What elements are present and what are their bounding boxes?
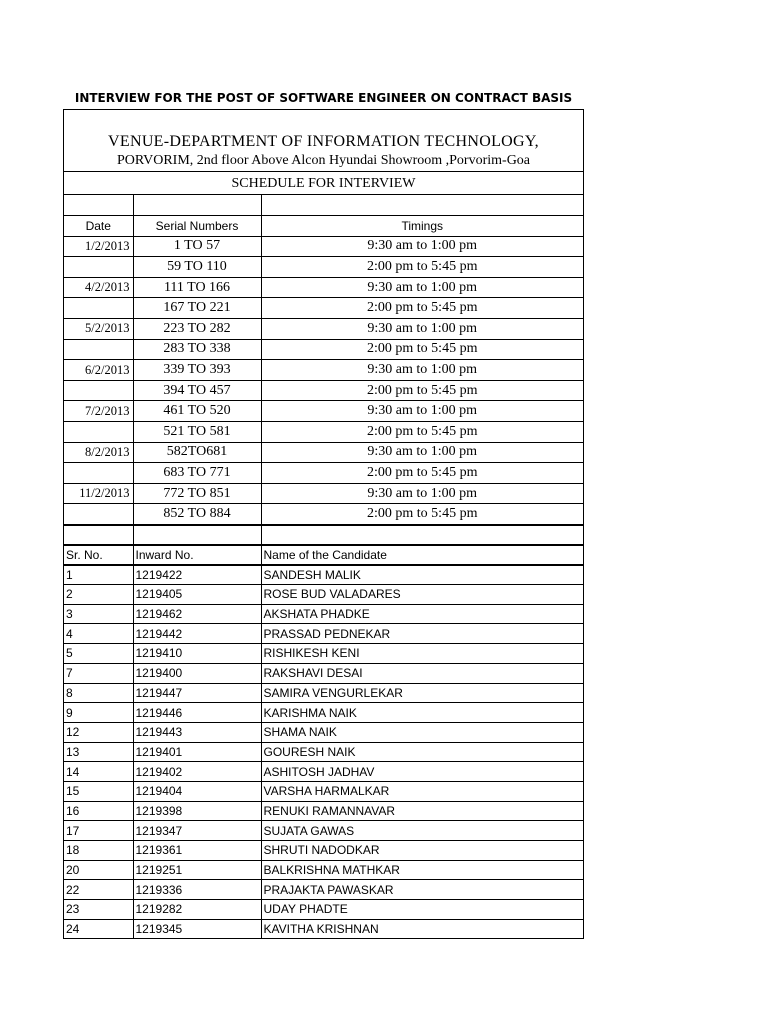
schedule-date (64, 504, 133, 525)
schedule-timing: 9:30 am to 1:00 pm (261, 236, 583, 257)
schedule-serial-range: 111 TO 166 (133, 277, 261, 298)
schedule-row (64, 339, 583, 360)
schedule-title: SCHEDULE FOR INTERVIEW (64, 172, 583, 195)
spacer-cell (133, 526, 261, 546)
candidate-inward-no: 1219446 (133, 703, 261, 723)
candidate-row (64, 880, 583, 900)
schedule-serial-range: 461 TO 520 (133, 401, 261, 422)
candidate-name: ASHITOSH JADHAV (261, 762, 583, 782)
candidate-sr-no: 18 (64, 841, 133, 861)
spacer-cell (64, 195, 133, 216)
candidate-name: SANDESH MALIK (261, 565, 583, 585)
schedule-row (64, 319, 583, 340)
schedule-timing: 2:00 pm to 5:45 pm (261, 504, 583, 525)
candidate-row (64, 624, 583, 644)
schedule-row (64, 401, 583, 422)
schedule-row (64, 360, 583, 381)
schedule-serial-range: 852 TO 884 (133, 504, 261, 525)
candidate-sr-no: 8 (64, 683, 133, 703)
candidate-row (64, 762, 583, 782)
timings-header: Timings (261, 216, 583, 237)
candidate-sr-no: 15 (64, 781, 133, 801)
candidate-sr-no: 1 (64, 565, 133, 585)
candidate-name: RAKSHAVI DESAI (261, 663, 583, 683)
schedule-row (64, 504, 583, 525)
candidate-name: SAMIRA VENGURLEKAR (261, 683, 583, 703)
schedule-serial-range: 394 TO 457 (133, 380, 261, 401)
candidate-row (64, 683, 583, 703)
candidate-sr-no: 5 (64, 644, 133, 664)
inward-no-header: Inward No. (133, 545, 261, 565)
schedule-serial-range: 772 TO 851 (133, 483, 261, 504)
schedule-serial-range: 683 TO 771 (133, 463, 261, 484)
candidate-inward-no: 1219443 (133, 722, 261, 742)
schedule-timing: 2:00 pm to 5:45 pm (261, 257, 583, 278)
schedule-date: 6/2/2013 (64, 360, 133, 381)
candidate-inward-no: 1219442 (133, 624, 261, 644)
candidate-name: BALKRISHNA MATHKAR (261, 860, 583, 880)
schedule-row (64, 277, 583, 298)
schedule-timing: 2:00 pm to 5:45 pm (261, 422, 583, 443)
venue-block (64, 110, 583, 172)
candidate-name: RISHIKESH KENI (261, 644, 583, 664)
candidate-row (64, 604, 583, 624)
candidate-inward-no: 1219404 (133, 781, 261, 801)
venue-line-2: PORVORIM, 2nd floor Above Alcon Hyundai Showroom ,Porvorim-Goa (116, 153, 531, 168)
candidate-name: KAVITHA KRISHNAN (261, 919, 583, 939)
candidate-sr-no: 12 (64, 722, 133, 742)
candidate-sr-no: 14 (64, 762, 133, 782)
schedule-row (64, 298, 583, 319)
schedule-date (64, 298, 133, 319)
candidate-name: VARSHA HARMALKAR (261, 781, 583, 801)
schedule-date (64, 422, 133, 443)
candidate-sr-no: 16 (64, 801, 133, 821)
candidate-sr-no: 23 (64, 900, 133, 920)
candidate-row (64, 663, 583, 683)
candidate-inward-no: 1219282 (133, 900, 261, 920)
candidate-row (64, 919, 583, 939)
schedule-timing: 9:30 am to 1:00 pm (261, 483, 583, 504)
candidate-inward-no: 1219398 (133, 801, 261, 821)
candidate-row (64, 722, 583, 742)
candidate-name: ROSE BUD VALADARES (261, 585, 583, 605)
candidate-inward-no: 1219402 (133, 762, 261, 782)
venue-line-1: VENUE-DEPARTMENT OF INFORMATION TECHNOLOGY, (108, 133, 539, 150)
candidate-name: SUJATA GAWAS (261, 821, 583, 841)
candidate-sr-no: 2 (64, 585, 133, 605)
candidate-sr-no: 7 (64, 663, 133, 683)
schedule-date: 11/2/2013 (64, 483, 133, 504)
candidate-name: GOURESH NAIK (261, 742, 583, 762)
schedule-row (64, 442, 583, 463)
candidate-name: RENUKI RAMANNAVAR (261, 801, 583, 821)
schedule-timing: 2:00 pm to 5:45 pm (261, 463, 583, 484)
candidate-row (64, 801, 583, 821)
schedule-row (64, 422, 583, 443)
schedule-date: 5/2/2013 (64, 319, 133, 340)
candidate-sr-no: 17 (64, 821, 133, 841)
schedule-row (64, 257, 583, 278)
candidate-name: SHRUTI NADODKAR (261, 841, 583, 861)
candidate-name: UDAY PHADTE (261, 900, 583, 920)
schedule-table (64, 195, 583, 526)
schedule-date: 1/2/2013 (64, 236, 133, 257)
candidate-name-header: Name of the Candidate (261, 545, 583, 565)
schedule-date: 8/2/2013 (64, 442, 133, 463)
candidate-inward-no: 1219251 (133, 860, 261, 880)
candidate-row (64, 900, 583, 920)
candidate-name: SHAMA NAIK (261, 722, 583, 742)
candidate-sr-no: 4 (64, 624, 133, 644)
candidate-inward-no: 1219447 (133, 683, 261, 703)
candidate-sr-no: 22 (64, 880, 133, 900)
schedule-row (64, 483, 583, 504)
schedule-date (64, 463, 133, 484)
serial-header: Serial Numbers (133, 216, 261, 237)
candidate-row (64, 644, 583, 664)
candidate-row (64, 585, 583, 605)
candidate-inward-no: 1219410 (133, 644, 261, 664)
schedule-date: 7/2/2013 (64, 401, 133, 422)
spacer-cell (133, 195, 261, 216)
schedule-timing: 2:00 pm to 5:45 pm (261, 380, 583, 401)
candidate-sr-no: 24 (64, 919, 133, 939)
schedule-row (64, 380, 583, 401)
candidate-row (64, 565, 583, 585)
schedule-box (63, 109, 584, 939)
candidates-header-row (64, 545, 583, 565)
candidate-row (64, 841, 583, 861)
candidates-spacer-row (64, 526, 583, 546)
spacer-cell (64, 526, 133, 546)
candidate-inward-no: 1219401 (133, 742, 261, 762)
schedule-timing: 2:00 pm to 5:45 pm (261, 339, 583, 360)
schedule-row (64, 236, 583, 257)
candidate-row (64, 703, 583, 723)
schedule-serial-range: 1 TO 57 (133, 236, 261, 257)
candidate-sr-no: 3 (64, 604, 133, 624)
date-header: Date (64, 216, 133, 237)
candidate-inward-no: 1219422 (133, 565, 261, 585)
candidate-inward-no: 1219400 (133, 663, 261, 683)
candidate-row (64, 821, 583, 841)
candidate-name: PRASSAD PEDNEKAR (261, 624, 583, 644)
schedule-date (64, 339, 133, 360)
schedule-date (64, 380, 133, 401)
schedule-serial-range: 339 TO 393 (133, 360, 261, 381)
spacer-cell (261, 195, 583, 216)
schedule-serial-range: 223 TO 282 (133, 319, 261, 340)
candidate-row (64, 742, 583, 762)
schedule-timing: 9:30 am to 1:00 pm (261, 401, 583, 422)
schedule-serial-range: 167 TO 221 (133, 298, 261, 319)
schedule-serial-range: 59 TO 110 (133, 257, 261, 278)
candidate-name: PRAJAKTA PAWASKAR (261, 880, 583, 900)
candidate-inward-no: 1219347 (133, 821, 261, 841)
sr-no-header: Sr. No. (64, 545, 133, 565)
schedule-timing: 9:30 am to 1:00 pm (261, 442, 583, 463)
schedule-header-row (64, 216, 583, 237)
candidate-row (64, 781, 583, 801)
schedule-spacer-row (64, 195, 583, 216)
schedule-timing: 2:00 pm to 5:45 pm (261, 298, 583, 319)
candidate-inward-no: 1219345 (133, 919, 261, 939)
candidate-name: KARISHMA NAIK (261, 703, 583, 723)
candidates-table (64, 526, 583, 940)
candidate-inward-no: 1219336 (133, 880, 261, 900)
schedule-timing: 9:30 am to 1:00 pm (261, 319, 583, 340)
schedule-date (64, 257, 133, 278)
schedule-serial-range: 582TO681 (133, 442, 261, 463)
schedule-timing: 9:30 am to 1:00 pm (261, 277, 583, 298)
candidate-inward-no: 1219405 (133, 585, 261, 605)
candidate-name: AKSHATA PHADKE (261, 604, 583, 624)
candidate-sr-no: 9 (64, 703, 133, 723)
candidate-inward-no: 1219361 (133, 841, 261, 861)
candidate-sr-no: 20 (64, 860, 133, 880)
schedule-row (64, 463, 583, 484)
candidate-inward-no: 1219462 (133, 604, 261, 624)
schedule-timing: 9:30 am to 1:00 pm (261, 360, 583, 381)
schedule-serial-range: 521 TO 581 (133, 422, 261, 443)
candidate-row (64, 860, 583, 880)
candidate-sr-no: 13 (64, 742, 133, 762)
document-heading: INTERVIEW FOR THE POST OF SOFTWARE ENGINEER ON CONTRACT BASIS (74, 91, 573, 105)
spacer-cell (261, 526, 583, 546)
schedule-serial-range: 283 TO 338 (133, 339, 261, 360)
schedule-date: 4/2/2013 (64, 277, 133, 298)
